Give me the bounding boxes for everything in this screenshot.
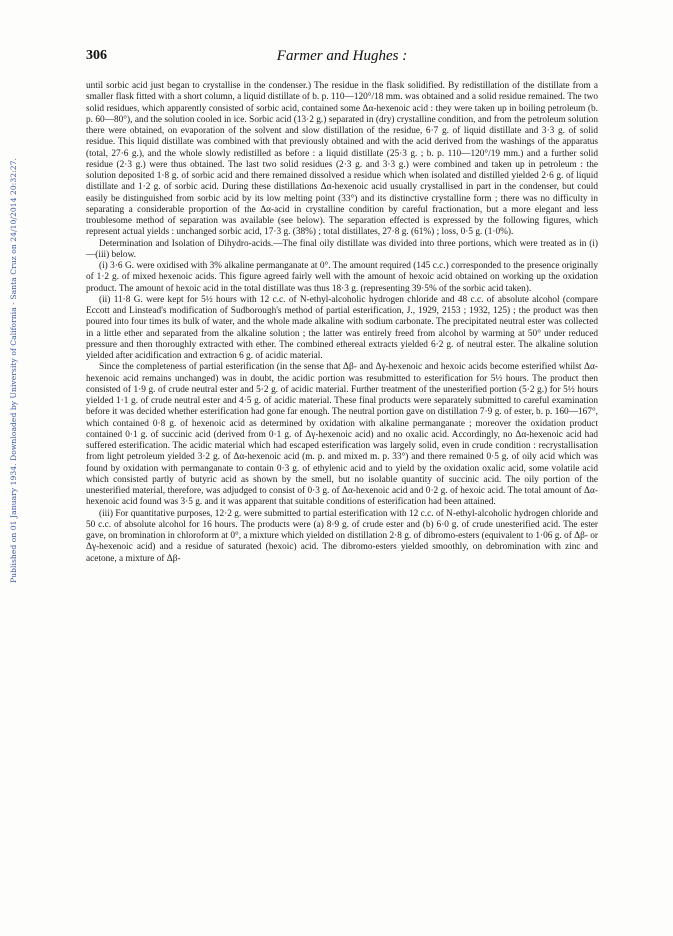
page-number: 306 <box>86 48 107 63</box>
download-notice-text: Published on 01 January 1934. Downloaded by University of California - Santa Cruz on 24/10/2014 20:32:27. <box>8 157 18 583</box>
download-notice-sidebar <box>2 110 24 630</box>
paragraph-continuation: until sorbic acid just began to crystallise in the condenser.) The residue in the flask solidified. By redistillation of the distillate from a smaller flask fitted with a short column, a liquid distillate of b. p. 110—120°/18 mm. was obtained and a solid residue remained. The two solid residues, which apparently consisted of sorbic acid, contained some Δα-hexenoic acid : they were taken up in boiling petroleum (b. p. 60—80°), and the solution cooled in ice. Sorbic acid (13·2 g.) separated in (dry) crystalline condition, and from the petroleum solution there were obtained, on evaporation of the solvent and slow distillation of the residue, 6·7 g. of liquid distillate and 3·3 g. of solid residue. This liquid distillate was combined with that previously obtained and with the acid derived from the washings of the apparatus (total, 27·6 g.), and the whole slowly redistilled as before : a liquid distillate (25·3 g. ; b. p. 110—120°/19 mm.) and a further solid residue (2·3 g.) were thus obtained. The last two solid residues (2·3 g. and 3·3 g.) were combined and taken up in petroleum : the solution deposited 1·8 g. of sorbic acid and there remained dissolved a residue which when isolated and distilled yielded 2·6 g. of liquid distillate and 1·2 g. of sorbic acid. During these distillations Δα-hexenoic acid usually crystallised in part in the condenser, but could easily be distinguished from sorbic acid by its low melting point (33°) and its distinctive crystalline form ; there was no difficulty in separating a considerable proportion of the Δα-acid in crystalline condition by careful fractionation, but a more elegant and less troublesome method of separation was available (see below). The separation effected is expressed by the following figures, which represent actual yields : unchanged sorbic acid, 17·3 g. (38%) ; total distillates, 27·8 g. (61%) ; loss, 0·5 g. (1·0%). <box>86 81 598 238</box>
paragraph-determination-heading: Determination and Isolation of Dihydro-acids.—The final oily distillate was divided into three portions, which were treated as in (i)—(iii) below. <box>86 238 598 260</box>
paragraph-portion-ii: (ii) 11·8 G. were kept for 5½ hours with 12 c.c. of N-ethyl-alcoholic hydrogen chloride and 48 c.c. of absolute alcohol (compare Eccott and Linstead's modification of Sudborough's method of partial esterification, J., 1929, 2153 ; 1932, 125) ; the product was then poured into four times its bulk of water, and the whole made alkaline with sodium carbonate. The precipitated neutral ester was collected in a little ether and separated from the alkaline solution ; the latter was entirely freed from alcohol by warming at 50° under reduced pressure and then thoroughly extracted with ether. The combined ethereal extracts yielded 6·2 g. of neutral ester. The alkaline solution yielded after acidification and extraction 6 g. of acidic material. <box>86 294 598 361</box>
article-body <box>86 81 598 565</box>
paragraph-portion-iii: (iii) For quantitative purposes, 12·2 g. were submitted to partial esterification with 12 c.c. of N-ethyl-alcoholic hydrogen chloride and 50 c.c. of absolute alcohol for 16 hours. The products were (a) 8·9 g. of crude ester and (b) 6·0 g. of crude unesterified acid. The ester gave, on bromination in chloroform at 0°, a mixture which yielded on distillation 2·8 g. of dibromo-esters (equivalent to 1·06 g. of Δβ- or Δγ-hexenoic acid) and a residue of saturated (hexoic) acid. The dibromo-esters yielded smoothly, on debromination with zinc and acetone, a mixture of Δβ- <box>86 508 598 564</box>
paragraph-esterification-completeness: Since the completeness of partial esterification (in the sense that Δβ- and Δγ-hexenoic and hexoic acids become esterified whilst Δα-hexenoic acid remains unchanged) was in doubt, the acidic portion was resubmitted to esterification for 5½ hours. The product then consisted of 1·9 g. of crude neutral ester and 5·2 g. of acidic material. Further treatment of the unesterified portion (5·2 g.) for 5½ hours yielded 1·1 g. of crude neutral ester and 4·5 g. of acidic material. These final products were separately submitted to careful examination before it was decided whether esterification had gone far enough. The neutral portion gave on distillation 7·9 g. of ester, b. p. 160—167°, which contained 0·8 g. of hexenoic acid as determined by oxidation with alkaline permanganate ; moreover the oxidation product contained 0·1 g. of succinic acid (derived from 0·1 g. of Δγ-hexenoic acid) and no oxalic acid. Accordingly, no Δα-hexenoic acid had suffered esterification. The acidic material which had escaped esterification was largely solid, even in crude condition : recrystallisation from light petroleum yielded 3·2 g. of Δα-hexenoic acid (m. p. and mixed m. p. 33°) and there remained 0·5 g. of oily acid which was found by oxidation with permanganate to contain 0·3 g. of ethylenic acid and to yield by the oxidation oxalic acid, some volatile acid which consisted partly of butyric acid as shown by the smell, but no isolable quantity of succinic acid. The oily portion of the unesterified material, therefore, was adjudged to consist of 0·3 g. of Δα-hexenoic acid and 0·2 g. of hexoic acid. The total amount of Δα-hexenoic acid found was 3·5 g. and it was apparent that suitable conditions of esterification had been attained. <box>86 362 598 508</box>
running-head: Farmer and Hughes : <box>276 48 408 64</box>
paragraph-portion-i: (i) 3·6 G. were oxidised with 3% alkaline permanganate at 0°. The amount required (145 c.c.) corresponded to the presence originally of 1·2 g. of mixed hexenoic acids. This figure agreed fairly well with the amount of hexoic acid obtained on working up the oxidation product. The amount of hexoic acid in the total distillate was thus 18·3 g. (representing 39·5% of the sorbic acid taken). <box>86 261 598 294</box>
page-header <box>86 48 598 70</box>
